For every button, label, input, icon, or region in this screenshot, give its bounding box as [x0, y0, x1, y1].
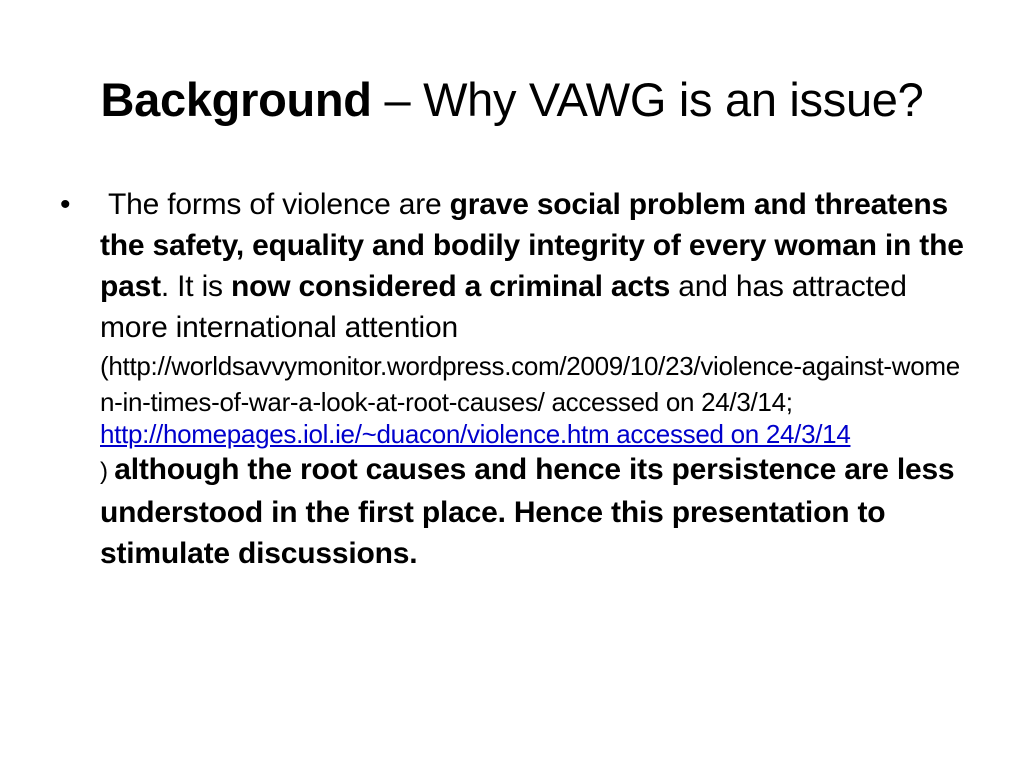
- slide-title: [40, 70, 984, 130]
- bold-run: grave social problem and threatens the safety, equality and bodily integrity of every woman in the past: [100, 188, 964, 303]
- bold-run: although the root causes and hence its persistence are less understood in the first place. Hence this presentation to stimulate discussions.: [100, 453, 955, 570]
- reference-text: (http://worldsavvymonitor.wordpress.com/2009/10/23/violence-against-women-in-times-of-war-a-look-at-root-causes/ accessed on 24/3/14;: [100, 351, 960, 417]
- slide-content: [60, 184, 970, 574]
- bold-run: now considered a criminal acts: [230, 270, 671, 303]
- reference-link[interactable]: http://homepages.iol.ie/~duacon/violence.htm accessed on 24/3/14: [100, 419, 851, 449]
- text-run: . It is: [160, 270, 231, 303]
- text-run: The forms of violence are: [108, 188, 450, 221]
- bullet-text: [100, 184, 970, 574]
- title-bold: Background: [100, 73, 372, 126]
- title-rest: – Why VAWG is an issue?: [371, 73, 924, 126]
- reference-link-line: [100, 420, 970, 449]
- text-run: and has attracted more international attention: [100, 270, 907, 344]
- close-paren: ): [100, 458, 115, 485]
- bullet-item: [60, 184, 970, 574]
- bullet-dot-icon: •: [60, 188, 71, 221]
